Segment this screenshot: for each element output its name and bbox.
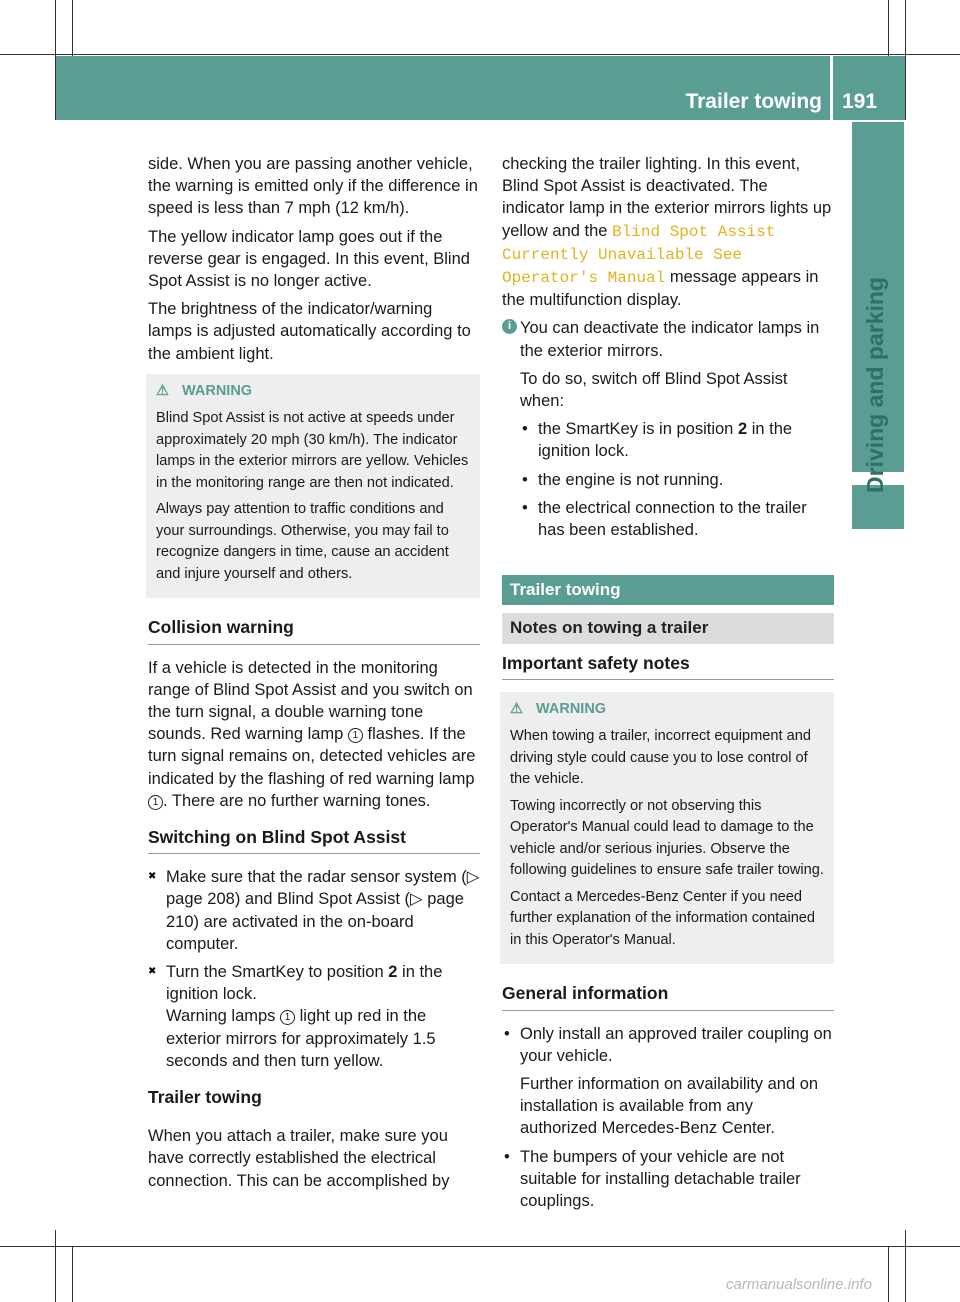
action-step: ✖ Make sure that the radar sensor system (▷ page 208) and Blind Spot Assist (▷ page 210) are activated in the on-board computer.: [148, 866, 480, 955]
section-heading: Trailer towing: [148, 1086, 262, 1107]
paragraph: The yellow indicator lamp goes out if the reverse gear is engaged. In this event, Blind Spot Assist is no longer active.: [148, 227, 470, 291]
subchapter-heading: Notes on towing a trailer: [502, 613, 834, 643]
warning-triangle-icon: ⚠: [510, 700, 523, 717]
info-note: [502, 317, 834, 541]
warning-lamp-symbol-icon: 1: [280, 1010, 295, 1025]
warning-box: [146, 374, 480, 599]
header-title: Trailer towing: [685, 90, 822, 113]
bullet-item: • Only install an approved trailer coupling on your vehicle. Further information on availability and on installation is available from any authorized Mercedes-Benz Center.: [502, 1023, 834, 1140]
info-icon: i: [502, 319, 517, 334]
warning-text: Contact a Mercedes-Benz Center if you need further explanation of the information contained in this Operator's Manual.: [510, 888, 816, 948]
chapter-heading: Trailer towing: [502, 575, 834, 605]
section-heading: Switching on Blind Spot Assist: [148, 826, 480, 854]
column-right: [502, 153, 834, 1218]
warning-box: [500, 692, 834, 965]
paragraph: The brightness of the indicator/warning lamps is adjusted automatically according to the ambient light.: [148, 300, 471, 363]
info-text: To do so, switch off Blind Spot Assist when:: [520, 369, 788, 411]
info-text: You can deactivate the indicator lamps in the exterior mirrors.: [520, 319, 820, 360]
crop-mark: [72, 1246, 73, 1302]
section-heading: General information: [502, 982, 834, 1010]
warning-lamp-symbol-icon: 1: [148, 795, 163, 810]
paragraph: side. When you are passing another vehicle, the warning is emitted only if the difference in speed is less than 7 mph (12 km/h).: [148, 155, 478, 218]
crop-mark: [888, 0, 889, 56]
warning-triangle-icon: ⚠: [156, 382, 169, 399]
page-number: 191: [842, 90, 878, 113]
warning-lamp-symbol-icon: 1: [348, 728, 363, 743]
section-heading: Collision warning: [148, 616, 480, 644]
bullet-item: • the electrical connection to the trailer has been established.: [520, 497, 834, 541]
section-heading: Important safety notes: [502, 652, 834, 680]
crop-mark: [905, 1230, 906, 1302]
warning-text: Blind Spot Assist is not active at speeds under approximately 20 mph (30 km/h). The indicator lamps in the exterior mirrors are yellow. Vehicles in the monitoring range are then not indicated.: [156, 410, 469, 491]
warning-text: Always pay attention to traffic conditions and your surroundings. Otherwise, you may fail to recognize dangers in time, cause an accident and injure yourself and others.: [156, 501, 449, 582]
paragraph: checking the trailer lighting. In this event, Blind Spot Assist is deactivated. The indicator lamp in the exterior mirrors lights up yellow and the Blind Spot Assist Currently Unavailable See Operator's Manual message appears in the multifunction display.: [502, 155, 832, 310]
crop-mark: [905, 0, 906, 120]
crop-mark: [0, 54, 960, 55]
crop-mark: [72, 0, 73, 56]
paragraph: If a vehicle is detected in the monitoring range of Blind Spot Assist and you switch on the turn signal, a double warning tone sounds. Red warning lamp 1 flashes. If the turn signal remains on, detected vehicles are indicated by the flashing of red warning lamp 1 . There are no further warning tones.: [148, 658, 476, 810]
warning-text: When towing a trailer, incorrect equipment and driving style could cause you to lose control of the vehicle.: [510, 728, 811, 788]
watermark: carmanualsonline.info: [726, 1276, 872, 1293]
column-left: [148, 153, 480, 1198]
action-step: ✖ Turn the SmartKey to position 2 in the ignition lock. Warning lamps 1 light up red in the exterior mirrors for approximately 1.5 seconds and then turn yellow.: [148, 961, 480, 1072]
display-message: Blind Spot Assist Currently Unavailable See Operator's Manual: [502, 222, 776, 288]
crop-mark: [0, 1246, 960, 1247]
warning-heading: ⚠ WARNING: [156, 381, 472, 403]
crop-mark: [888, 1246, 889, 1302]
bullet-item: • The bumpers of your vehicle are not suitable for installing detachable trailer couplings.: [502, 1146, 834, 1213]
crop-mark: [55, 1230, 56, 1302]
warning-heading: ⚠ WARNING: [510, 699, 826, 721]
paragraph: When you attach a trailer, make sure you have correctly established the electrical connection. This can be accomplished by: [148, 1127, 450, 1190]
bullet-item: • the SmartKey is in position 2 in the ignition lock.: [520, 418, 834, 462]
warning-text: Towing incorrectly or not observing this Operator's Manual could lead to damage to the vehicle and/or serious injuries. Observe the following guidelines to ensure safe trailer towing.: [510, 797, 824, 879]
bullet-item: • the engine is not running.: [520, 469, 834, 491]
